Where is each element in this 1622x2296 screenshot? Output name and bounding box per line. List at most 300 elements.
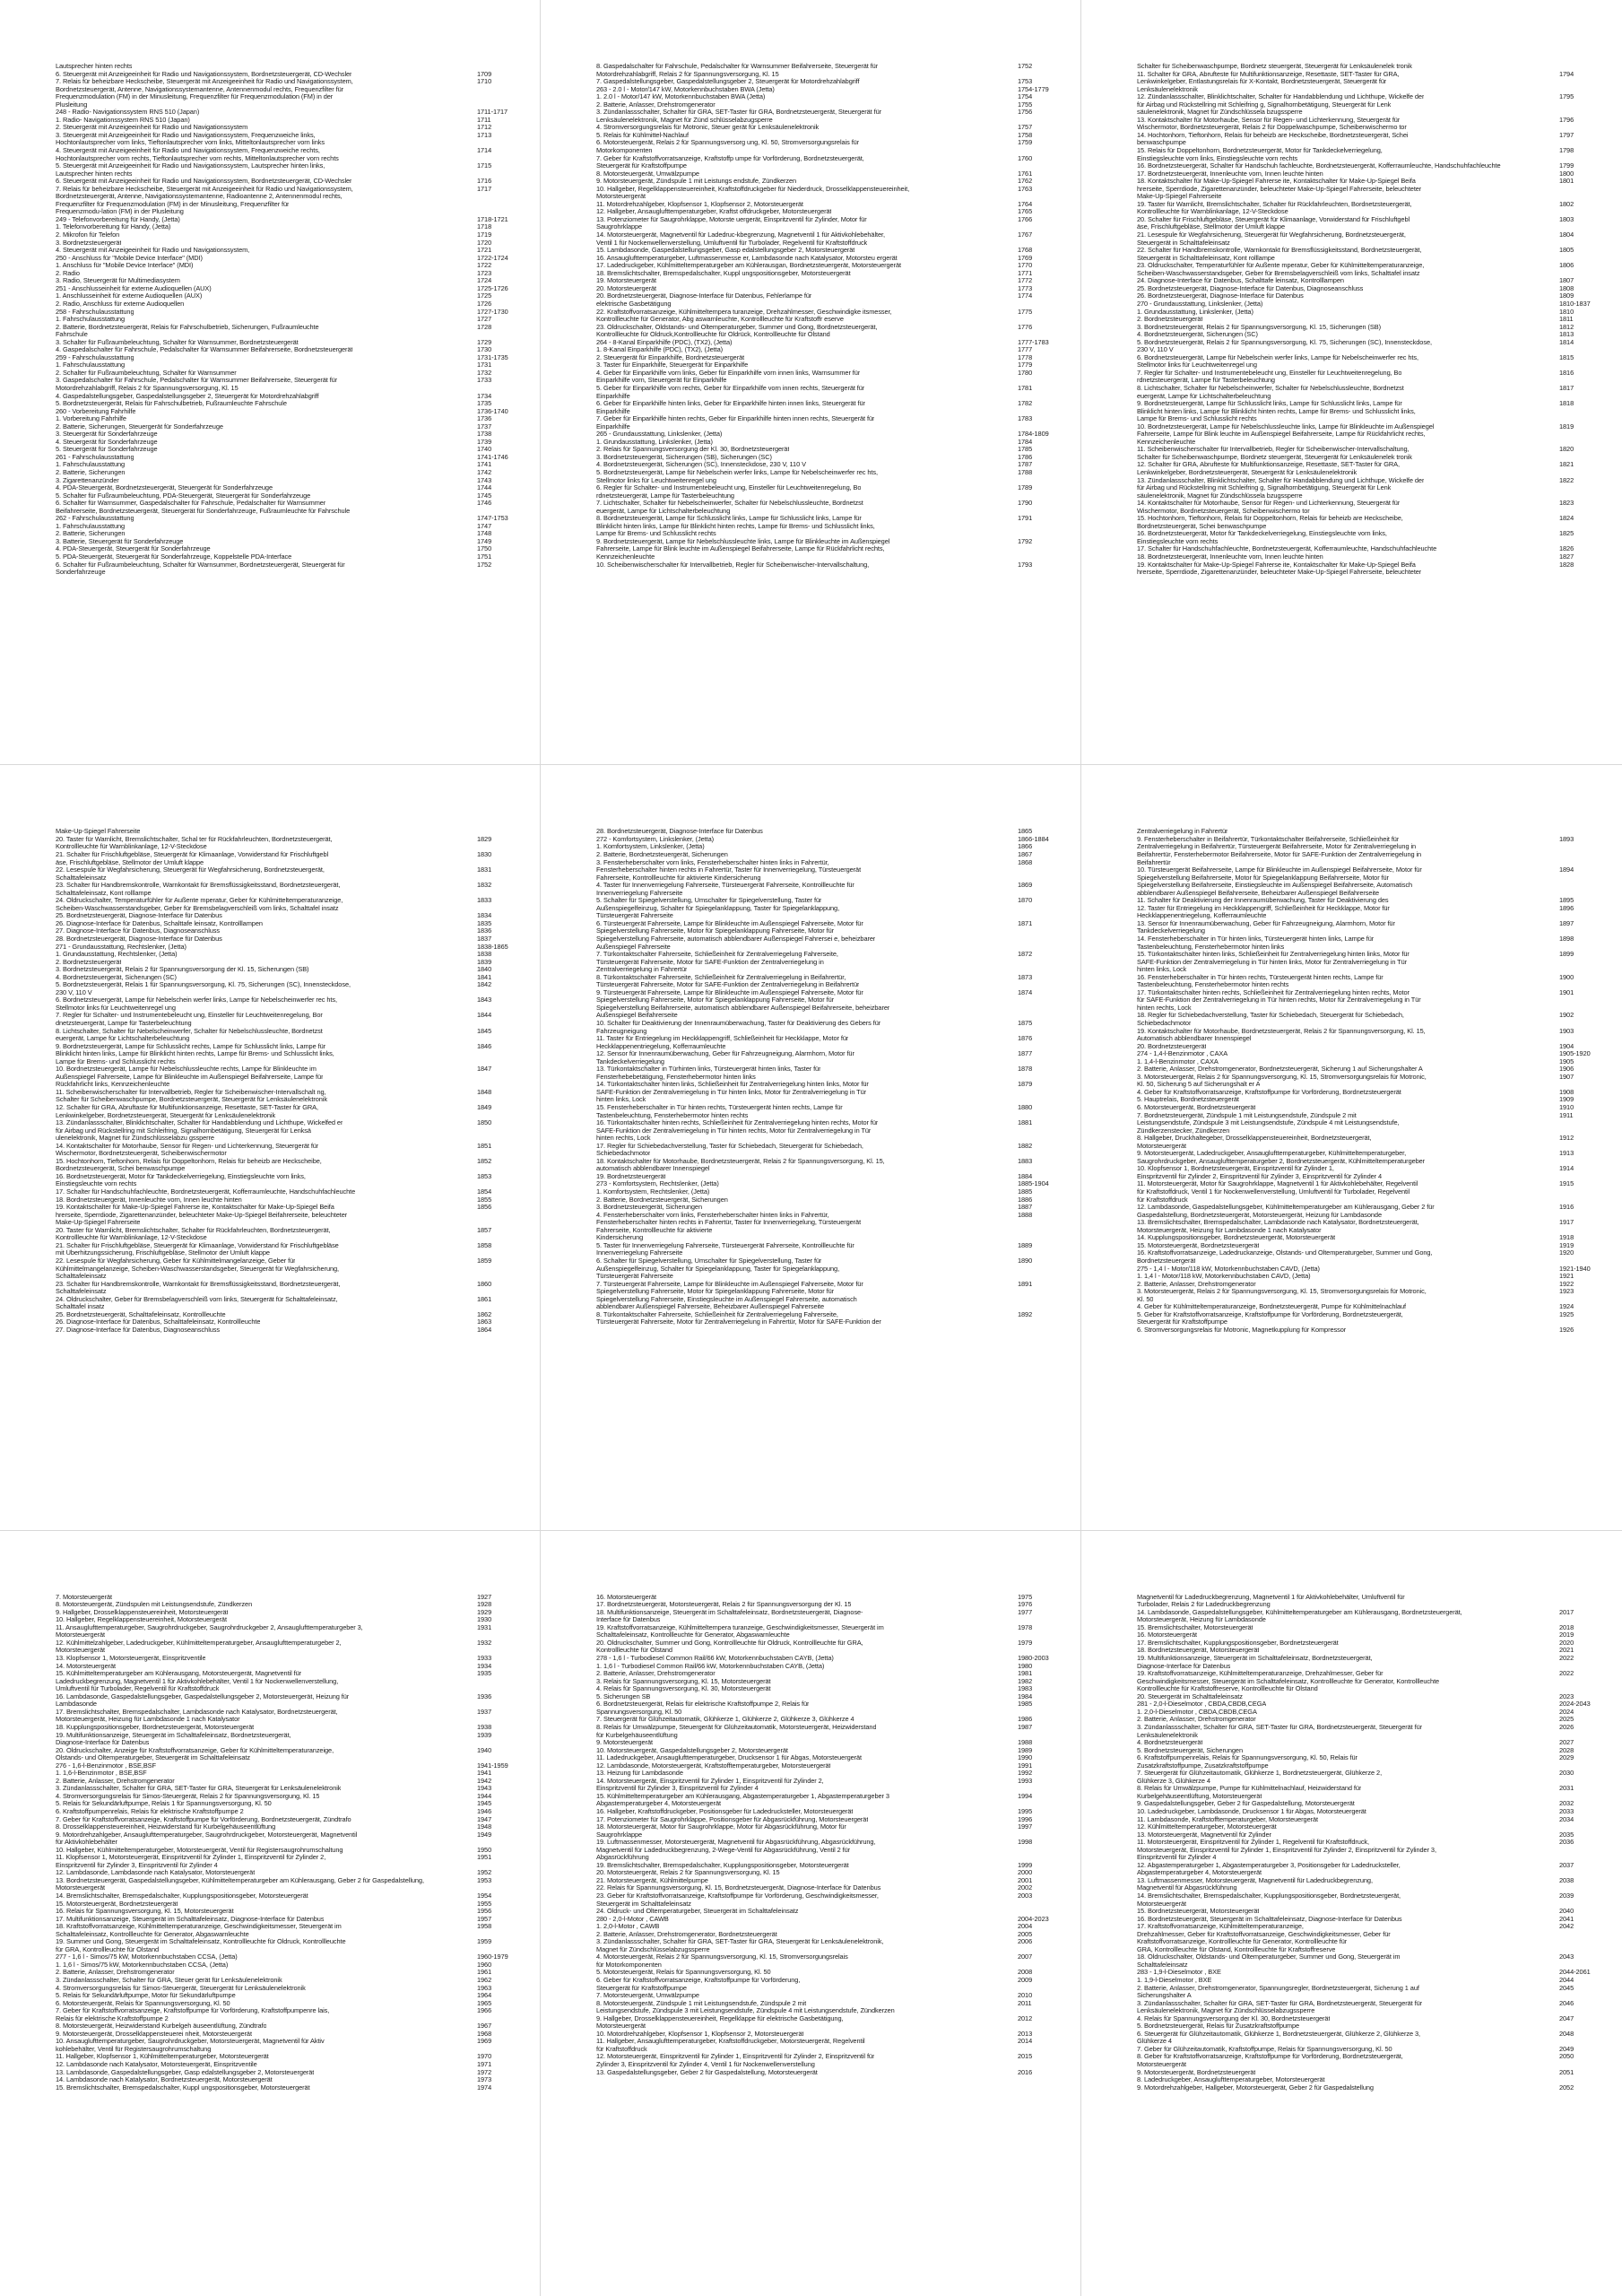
entry-text: 250 - Anschluss für "Mobile Device Interface" (MDI)	[56, 254, 203, 262]
index-entry	[56, 231, 518, 239]
entry-text: 2. Radio, Anschluss für externe Audioquellen	[56, 300, 185, 308]
entry-text: Hochtonlautsprecher vorn rechts, Tieftonlautsprecher vorn rechts, Mitteltonlautsprecher vorn rechts	[56, 154, 339, 162]
index-entry	[1137, 170, 1600, 178]
index-entry	[596, 484, 1059, 492]
entry-text: 15. Hochtonhorn, Tieftonhorn, Relais für Doppeltonhorn, Relais für beheizb are Heckscheibe,	[56, 1157, 322, 1165]
document-page	[541, 0, 1081, 765]
entry-text: 230 V, 110 V	[1137, 346, 1174, 354]
entry-page-number: 1893	[1559, 834, 1574, 843]
index-entry	[56, 86, 518, 94]
document-page	[0, 1531, 541, 2296]
entry-page-number: 1747-1753	[477, 514, 508, 523]
entry-page-number: 1915	[1559, 1179, 1574, 1188]
entry-text: 15. Fensterheberschalter in Tür hinten rechts, Türsteuergerät hinten rechts, Lampe für	[596, 1104, 843, 1112]
entry-page-number: 1827	[1559, 552, 1574, 561]
index-entry	[1137, 346, 1600, 354]
entry-text: 8. Drosselklappensteuereinheit, Heizwiderstand für Kurbelgehäuseentlüftung	[56, 1823, 276, 1831]
entry-page-number: 1993	[1018, 1776, 1033, 1785]
index-entry	[596, 935, 1059, 944]
entry-text: 1. Radio- Navigationssystem RNS 510 (Japan)	[56, 116, 190, 124]
entry-text: 5. Bordnetzsteuergerät, Relais 2 für Spannungsversorgung, Kl. 75, Sicherungen (SC), Innensteckdose,	[1137, 338, 1432, 346]
index-entry	[1137, 828, 1600, 836]
entry-text: 12. Sensor für Innenraumüberwachung, Geber für Fahrzeugneigung, Alarmhorn, Motor für	[596, 1050, 854, 1058]
entry-text: 251 - Anschlusseinheit für externe Audioquellen (AUX)	[56, 284, 212, 292]
index-entry	[56, 109, 518, 117]
entry-page-number: 1908	[1559, 1087, 1574, 1096]
entry-page-number: 1728	[477, 322, 492, 331]
index-entry	[596, 944, 1059, 952]
index-entry	[1137, 1043, 1600, 1051]
entry-text: abblendbarer Außenspiegel Beifahrerseite, Beheizbarer Außenspiegel Beifahrerseite	[1137, 889, 1380, 897]
entry-page-number: 1986	[1018, 1715, 1033, 1724]
index-entry	[1137, 1257, 1600, 1265]
index-entry	[56, 223, 518, 231]
index-entry	[1137, 1616, 1600, 1624]
index-entry	[56, 1219, 518, 1227]
entry-page-number: 1913	[1559, 1149, 1574, 1158]
index-entry	[596, 996, 1059, 1004]
entry-page-number: 1722	[477, 261, 492, 270]
index-entry	[1137, 1823, 1600, 1831]
entry-text: 8. Bordnetzsteuergerät, Lampe für Schlusslicht links, Lampe für Schlusslicht links, Lampe für	[596, 515, 862, 523]
entry-text: 1. Grundausstattung, Rechtslenker, (Jetta)	[56, 951, 178, 959]
entry-page-number: 1710	[477, 77, 492, 86]
index-entry	[596, 1770, 1059, 1778]
entry-text: Lenksäulenelektronik, Magnet für Zündschlüsselabzugssperre	[1137, 2007, 1315, 2015]
index-entry	[1137, 1785, 1600, 1793]
index-entry	[1137, 1900, 1600, 1909]
index-entry	[596, 346, 1059, 354]
entry-page-number: 1792	[1018, 536, 1033, 545]
entry-text: 17. Schalter für Handschuhfachleuchte, Bordnetzsteuergerät, Kofferraumleuchte, Handschuhfachleuchte	[56, 1188, 356, 1196]
entry-text: 9. Fensterheberschalter in Beifahrertür, Türkontaktschalter Beifahrerseite, Schließeinheit für	[1137, 835, 1400, 843]
index-entry	[56, 1992, 518, 2000]
entry-text: 3. Bordnetzsteuergerät, Sicherungen (SB), Sicherungen (SC)	[596, 453, 772, 461]
index-entry	[596, 239, 1059, 248]
index-entry	[1137, 1946, 1600, 1954]
entry-text: 7. Geber für Kraftstoffvorratsanzeige, Kraftstoffp umpe für Vorförderung, Bordnetzsteuergerät,	[596, 154, 864, 162]
index-entry	[596, 1631, 1059, 1639]
index-entry	[596, 1700, 1059, 1709]
entry-text: Saugrohrklappe	[596, 1831, 643, 1839]
entry-text: 5. PDA-Steuergerät, Steuergerät für Sonderfahrzeuge, Koppelstelle PDA-Interface	[56, 553, 292, 561]
entry-text: 9. Gaspedalstellungsgeber, Geber 2 für Gaspedalstellung, Motorsteuergerät	[1137, 1800, 1355, 1808]
entry-text: 18. Bordnetzsteuergerät, Innenleuchte vorn, Innen leuchte hinten	[56, 1196, 242, 1204]
index-entry	[1137, 500, 1600, 508]
entry-text: 8. Motorsteuergerät, Zündspule 1 mit Leistungsendstufe, Zündspule 2 mit	[596, 1999, 807, 2007]
entry-text: Kennzeichenleuchte	[596, 553, 655, 561]
entry-page-number: 1962	[477, 1976, 492, 1984]
entry-text: 3. Zündanlassschalter, Schalter für GRA, SET-Taster für GRA, Steuergerät für Lenksäulenelektronik	[56, 1785, 342, 1793]
entry-text: Geschwindigkeitsmesser, Steuergerät im Schalttafeleinsatz, Kontrollleuchte für Generator, Kontrollleuchte	[1137, 1677, 1440, 1685]
entry-page-number: 1959	[477, 1937, 492, 1946]
entry-page-number: 1963	[477, 1983, 492, 1992]
index-entry	[596, 1012, 1059, 1020]
entry-text: SAFE-Funktion der Zentralverriegelung in Tür hinten links, Motor für Zentralverriegelung in Tür	[1137, 958, 1408, 966]
entry-text: 3. Zündanlassschalter, Schalter für GRA, SET-Taster für GRA, Bordnetzsteuergerät, Steuergerät für	[1137, 1723, 1422, 1731]
entry-text: für Motorkomponenten	[596, 1961, 662, 1969]
entry-text: 1. Fahrschulausstattung	[56, 522, 126, 530]
index-entry	[1137, 285, 1600, 293]
document-page	[0, 765, 541, 1530]
entry-text: 12. Schalter für GRA, Abrufteste für Multifunktionsanzeige, Resettaste, SET-Taster für GRA,	[1137, 461, 1400, 469]
entry-text: 12. Lambdasonde nach Katalysator, Motorsteuergerät, Einspritzventile	[56, 2061, 257, 2069]
entry-text: 23. Öldruckschalter, Öldstands- und Öltemperaturgeber, Summer und Gong, Bordnetzsteuergerät,	[596, 323, 878, 331]
entry-text: Motorkomponenten	[596, 147, 653, 155]
entry-text: Motorsteuergerät	[56, 1647, 105, 1655]
index-entry	[56, 1800, 518, 1808]
index-entry	[596, 951, 1059, 959]
entry-page-number: 1752	[477, 560, 492, 569]
entry-page-number: 2024	[1559, 1707, 1574, 1716]
entry-text: 5. Steuergerät für Sonderfahrzeuge	[56, 446, 158, 454]
entry-text: Fahrerseite, Lampe für Blink leuchte im Außenspiegel Beifahrerseite, Lampe für Rückfahrlicht rechts,	[1137, 430, 1426, 439]
index-entry	[1137, 1074, 1600, 1082]
index-entry	[56, 292, 518, 300]
index-entry	[596, 515, 1059, 523]
entry-text: 18. Kraftstoffvorratsanzeige, Kühlmitteltemperaturanzeige, Geschwindigkeitsmesser, Steuergerät im	[56, 1923, 342, 1931]
entry-text: 2. Mikrofon für Telefon	[56, 231, 120, 239]
entry-text: 18. Bordnetzsteuergerät, Motorsteuergerät	[1137, 1647, 1260, 1655]
entry-page-number: 1941-1959	[477, 1761, 508, 1770]
entry-text: Lautsprecher hinten rechts	[56, 63, 133, 70]
index-entry	[596, 1747, 1059, 1755]
index-entry	[56, 1892, 518, 1900]
entry-page-number: 1714	[477, 146, 492, 155]
entry-page-number: 1711-1717	[477, 108, 508, 117]
entry-text: für Kraftstoffdruck, Ventil 1 für Nockenwellenverstellung, Umluftventil für Turbolader, Regelventil	[1137, 1188, 1410, 1196]
entry-text: säulenelektronik, Magnet für Zündschlüsselа bzugssperre	[1137, 491, 1303, 500]
entry-page-number: 2043	[1559, 1952, 1574, 1961]
entry-page-number: 1919	[1559, 1240, 1574, 1249]
entry-page-number: 1899	[1559, 950, 1574, 959]
index-entry	[596, 193, 1059, 201]
index-entry	[596, 2046, 1059, 2054]
entry-text: Bordnetzsteuergerät, Schei benwaschpumpe	[1137, 522, 1267, 530]
index-entry	[596, 139, 1059, 147]
index-entry	[1137, 109, 1600, 117]
entry-page-number: 1942	[477, 1776, 492, 1785]
entry-page-number: 1953	[477, 1875, 492, 1884]
entry-page-number: 1925	[1559, 1309, 1574, 1318]
entry-text: Motorsteuergerät	[1137, 1900, 1186, 1908]
entry-page-number: 1950	[477, 1845, 492, 1854]
entry-page-number: 1836	[477, 926, 492, 935]
entry-text: 2. Batterie, Anlasser, Drehstromgenerator, Bordnetzsteuergerät, Sicherung 1 auf Sicherungshalter A	[1137, 1065, 1423, 1074]
entry-text: 19. Kraftstoffvorratsanzeige, Kühlmitteltempera turanzeige, Geschwindigkeitsmesser, Steuergerät im	[596, 1623, 884, 1631]
entry-page-number: 1752	[1018, 62, 1033, 70]
index-entry	[1137, 132, 1600, 140]
entry-text: 12. Lambdasonde, Lambdasonde nach Katalysator, Motorsteuergerät	[56, 1869, 256, 1877]
entry-page-number: 1872	[1018, 950, 1033, 959]
entry-text: Einspritzventil für Zylinder 4	[1137, 1854, 1217, 1862]
entry-text: Zündkerzenstecker, Zündkerzen	[1137, 1126, 1230, 1135]
entry-text: 9. Motordrehzahlgeber, Ansauglufttemperaturgeber, Saugrohrdruckgeber, Motorsteuergerät, Magnetventil	[56, 1831, 358, 1839]
entry-text: Saugrohrklappe	[596, 223, 643, 231]
entry-text: 6. Türsteuergerät Fahrerseite, Lampe für Blinkleuchte im Außenspiegel Fahrerseite, Motor für	[596, 919, 863, 927]
entry-text: 2. Batterie, Anlasser, Drehstromgenerator	[1137, 1716, 1256, 1724]
entry-text: Diagnose-Interface für Datenbus	[56, 1739, 150, 1747]
entry-text: 28. Bordnetzsteuergerät, Diagnose-Interface für Datenbus	[596, 828, 763, 836]
entry-text: 5. Bordnetzsteuergerät, Sicherungen	[1137, 1746, 1243, 1754]
entry-page-number: 1916	[1559, 1203, 1574, 1212]
entry-text: 10. Klopfsensor 1, Bordnetzsteuergerät, Einspritzventil für Zylinder 1,	[1137, 1165, 1334, 1173]
index-entry	[1137, 1219, 1600, 1227]
entry-page-number: 1902	[1559, 1011, 1574, 1020]
entry-text: 5. Schalter für Spiegelverstellung, Umschalter für Spiegelverstellung, Taster für	[596, 897, 822, 905]
entry-text: 20. Motorsteuergerät	[596, 284, 657, 292]
index-entry	[1137, 897, 1600, 905]
index-entry	[1137, 2015, 1600, 2023]
index-entry	[56, 2061, 518, 2069]
index-entry	[1137, 882, 1600, 890]
index-entry	[56, 530, 518, 538]
document-page	[0, 0, 541, 765]
entry-text: 5. Motorsteuergerät, Relais für Spannungsversorgung, Kl. 50	[596, 1969, 771, 1977]
entry-text: 2. Batterie, Sicherungen, Steuergerät für Sonderfahrzeuge	[56, 422, 223, 430]
entry-page-number: 2039	[1559, 1891, 1574, 1900]
entry-text: 13. Bremslichtschalter, Bremspedalschalter, Lambdasonde nach Katalysator, Bordnetzsteuergerät,	[1137, 1219, 1419, 1227]
index-entry	[56, 1089, 518, 1097]
index-entry	[596, 1249, 1059, 1257]
index-entry	[1137, 193, 1600, 201]
entry-text: Türsteuergerät Fahrerseite, Motor für SAFE-Funktion der Zentralverriegelung in	[596, 958, 824, 966]
entry-text: SAFE-Funktion der Zentralverriegelung in Tür hinten links, Motor für Zentralverriegelung in Tür	[596, 1088, 867, 1096]
entry-text: 3. Bordnetzsteuergerät, Relais 2 für Spannungsversorgung, Kl. 15, Sicherungen (SB)	[1137, 323, 1381, 331]
index-entry	[596, 1058, 1059, 1066]
index-entry	[56, 201, 518, 209]
entry-text: Abgasrückführung	[596, 1854, 649, 1862]
entry-text: SAFE-Funktion der Zentralverriegelung in Tür hinten rechts, Motor für Zentralverriegelung in Tür	[596, 1126, 872, 1135]
index-entry	[1137, 561, 1600, 570]
index-entry	[1137, 1808, 1600, 1816]
index-entry	[1137, 2000, 1600, 2008]
entry-page-number: 1823	[1559, 499, 1574, 508]
entry-text: Gaspedalstellung, Bordnetzsteuergerät, Motorsteuergerät, Heizung für Lambdasonde	[1137, 1211, 1382, 1219]
entry-page-number: 2052	[1559, 2083, 1574, 2092]
index-entry	[56, 63, 518, 71]
index-entry	[596, 530, 1059, 538]
entry-page-number: 2036	[1559, 1838, 1574, 1847]
entry-text: 265 - Grundausstattung, Linkslenker, (Jetta)	[596, 430, 723, 439]
index-entry	[596, 1938, 1059, 1946]
index-entry	[56, 1303, 518, 1311]
entry-text: Magnetventil für Ladedruckbegrenzung, Magnetventil 1 für Aktivkohlebehälter, Umluftventil für	[1137, 1593, 1405, 1601]
entry-text: Lenksäulenelektronik	[1137, 1731, 1198, 1739]
entry-text: 10. Bordnetzsteuergerät, Lampe für Nebelschlussleuchte links, Lampe für Blinkleuchte im Außenspiegel	[1137, 422, 1435, 430]
index-entry	[1137, 2069, 1600, 2077]
entry-text: Drehzahlmesser, Geber für Kraftstoffvorratsanzeige, Geschwindigkeitsmesser, Geber für	[1137, 1930, 1391, 1938]
entry-text: Bordnetzsteuergerät, Antenne, Navigationssystemantenne, Radioantenne 2, Antennenmodul rechts,	[56, 193, 343, 201]
entry-text: Einstiegsleuchte vorn rechts	[56, 1180, 137, 1188]
index-entry	[56, 178, 518, 186]
entry-page-number: 1808	[1559, 283, 1574, 292]
entry-page-number: 1882	[1018, 1141, 1033, 1150]
entry-text: Spannungsversorgung, Kl. 50	[596, 1708, 682, 1716]
entry-page-number: 1971	[477, 2060, 492, 2069]
index-entry	[1137, 1923, 1600, 1931]
entry-text: rdnetzsteuergerät, Lampe für Tasterbeleuchtung	[1137, 377, 1275, 385]
entry-page-number: 1897	[1559, 918, 1574, 927]
index-entry	[596, 2031, 1059, 2039]
index-entry	[1137, 461, 1600, 469]
entry-page-number: 2018	[1559, 1622, 1574, 1631]
index-entry	[1137, 63, 1600, 71]
index-entry	[1137, 1693, 1600, 1701]
entry-text: 1. 1,6 l - Simos/75 kW, Motorkennbuchstaben CCSA, (Jetta)	[56, 1961, 229, 1969]
entry-text: 1. Fahrschulausstattung	[56, 361, 126, 370]
entry-text: 25. Bordnetzsteuergerät, Schalttafeleinsatz, Kontrollleuchte	[56, 1310, 226, 1318]
index-entry	[596, 1946, 1059, 1954]
entry-page-number: 1965	[477, 1998, 492, 2007]
entry-page-number: 1794	[1559, 69, 1574, 78]
entry-page-number: 1804	[1559, 230, 1574, 239]
entry-page-number: 2022	[1559, 1654, 1574, 1663]
entry-text: Schalttafeleinsatz	[56, 1288, 107, 1296]
entry-page-number: 1830	[477, 849, 492, 858]
entry-text: 260 - Vorbereitung Fahrhilfe	[56, 407, 136, 415]
entry-text: Motorsteuergerät, Heizung für Lambdasonde 1 nach Katalysator	[56, 1716, 240, 1724]
entry-text: hrerseite, Sperrdiode, Zigarettenanzünder, beleuchteter Make-Up-Spiegel Beifahrerseite, beleuchteter	[56, 1211, 348, 1219]
entry-text: 15. Kühlmitteltemperaturgeber am Kühlerausgang, Abgastemperaturgeber 1, Abgastemperaturgeber 3	[596, 1792, 889, 1800]
index-entry	[1137, 1165, 1600, 1173]
index-entry	[1137, 1953, 1600, 1961]
entry-page-number: 1906	[1559, 1065, 1574, 1074]
entry-text: 259 - Fahrschulausstattung	[56, 353, 134, 361]
entry-text: 13. Luftmassenmesser, Motorsteuergerät, Magnetventil für Ladedruckbegrenzung,	[1137, 1876, 1373, 1884]
entry-page-number: 1744	[477, 483, 492, 492]
entry-text: 1. Komfortsystem, Linkslenker, (Jetta)	[596, 843, 705, 851]
entry-page-number: 2014	[1018, 2037, 1033, 2046]
entry-page-number: 1898	[1559, 934, 1574, 943]
entry-page-number: 2019	[1559, 1631, 1574, 1639]
index-entry	[1137, 354, 1600, 362]
entry-text: 21. Schalter für Frischluftgebläse, Steuergerät für Klimaanlage, Vorwiderstand für Frischluftgebl	[56, 850, 329, 858]
entry-page-number: 1781	[1018, 383, 1033, 392]
entry-page-number: 1788	[1018, 467, 1033, 476]
index-entry	[1137, 1227, 1600, 1235]
entry-text: 1. Fahrschulausstattung	[56, 316, 126, 324]
entry-text: Umluftventil für Turbolader, Regelventil für Kraftstoffdruck	[56, 1685, 220, 1693]
index-entry	[596, 2061, 1059, 2069]
entry-text: Außenspiegelfeinzug, Schalter für Spiegelanklappung, Taster für Spiegelanklappung,	[596, 904, 840, 912]
index-entry	[596, 71, 1059, 79]
index-entry	[56, 500, 518, 508]
entry-page-number: 1764	[1018, 199, 1033, 208]
index-entry	[596, 1800, 1059, 1808]
entry-text: Einspritzventil für Zylinder 3, Einspritzventil für Zylinder 4	[596, 1785, 759, 1793]
index-entry	[1137, 1778, 1600, 1786]
index-entry	[596, 1158, 1059, 1166]
index-entry	[56, 393, 518, 401]
index-entry	[596, 500, 1059, 508]
entry-text: 19. Bordnetzsteuergerät	[596, 1172, 666, 1180]
index-entry	[56, 1601, 518, 1609]
entry-page-number: 2048	[1559, 2029, 1574, 2038]
entry-text: 9. Motorsteuergerät	[596, 1739, 653, 1747]
entry-text: 4. Bordnetzsteuergerät, Sicherungen (SC)	[1137, 331, 1258, 339]
index-entry	[1137, 1081, 1600, 1089]
index-entry	[1137, 523, 1600, 531]
entry-text: Zentralverriegelung in Beifahrertür, Türsteuergerät Beifahrerseite, Motor für Zentralverriegelung in	[1137, 843, 1417, 851]
index-entry	[596, 469, 1059, 477]
entry-page-number: 1723	[477, 268, 492, 277]
entry-text: Einspritzventil für Zylinder 2, Einspritzventil für Zylinder 3, Einspritzventil für Zylinder 4	[1137, 1172, 1383, 1180]
index-entry	[1137, 415, 1600, 423]
entry-text: 8. Geber für Kraftstoffvorratsanzeige, Kraftstoffpumpe für Vorförderung, Bordnetzsteuergerät,	[1137, 2053, 1403, 2061]
index-entry	[1137, 959, 1600, 967]
index-entry	[596, 1732, 1059, 1740]
entry-text: 16. Ansauglufttemperaturgeber, Luftmassenmesse er, Lambdasonde nach Katalysator, Motorsteu ergerät	[596, 254, 898, 262]
entry-text: Lenkwinkelgeber, Entlastungsrelais für X-Kontakt, Bordnetzsteuergerät, Steuergerät für	[1137, 78, 1387, 86]
entry-text: Tankdeckelverriegelung	[1137, 927, 1205, 935]
entry-page-number: 1868	[1018, 857, 1033, 866]
index-entry	[1137, 1173, 1600, 1181]
index-entry	[596, 508, 1059, 516]
index-entry	[596, 1212, 1059, 1220]
index-entry	[56, 1204, 518, 1212]
index-entry	[56, 836, 518, 844]
entry-text: 23. Öldruckschalter, Temperaturfühler für Außente mperatur, Geber für Kühlmitteltemperaturanzeige,	[1137, 262, 1425, 270]
index-entry	[56, 1074, 518, 1082]
index-entry	[1137, 361, 1600, 370]
index-entry	[56, 1808, 518, 1816]
entry-text: 22. Kraftstoffvorratsanzeige, Kühlmitteltempera turanzeige, Drehzahlmesser, Geschwindigke itsmesser,	[596, 308, 892, 316]
entry-page-number: 1760	[1018, 153, 1033, 162]
entry-page-number: 1840	[477, 965, 492, 974]
index-entry	[1137, 1931, 1600, 1939]
entry-page-number: 1956	[477, 1907, 492, 1916]
index-entry	[56, 1862, 518, 1870]
index-entry	[56, 277, 518, 285]
entry-text: 6. Bordnetzsteuergerät, Lampe für Nebelschein werfer links, Lampe für Nebelscheinwerfer rec hts,	[56, 996, 337, 1004]
index-entry	[596, 1050, 1059, 1058]
index-entry	[1137, 1709, 1600, 1717]
entry-text: Schalter für Scheibenwaschpumpe, Bordnetz steuergerät, Steuergerät für Lenksäulenelek tronik	[1137, 453, 1412, 461]
entry-text: 2. Radio	[56, 269, 80, 277]
index-entry	[596, 109, 1059, 117]
entry-text: 4. Steuergerät für Sonderfahrzeuge	[56, 438, 158, 446]
entry-page-number: 1888	[1018, 1210, 1033, 1219]
index-entry	[56, 866, 518, 874]
entry-text: Kl. 50, Sicherung 5 auf Sicherungshalt er A	[1137, 1081, 1261, 1089]
index-entry	[1137, 201, 1600, 209]
index-entry	[56, 1173, 518, 1181]
entry-page-number: 1715	[477, 161, 492, 170]
entry-page-number: 1933	[477, 1654, 492, 1663]
entry-page-number: 2044	[1559, 1976, 1574, 1984]
index-entry	[56, 1212, 518, 1220]
entry-text: 7. Relais für beheizbare Heckscheibe, Steuergerät mit Anzeigeeinheit für Radio und Navigationssystem,	[56, 78, 353, 86]
entry-page-number: 2028	[1559, 1745, 1574, 1754]
entry-text: Kontrollleuchte für Warnblinkanlage, 12-V-Steckdose	[56, 843, 207, 851]
entry-text: 3. Bordnetzsteuergerät, Sicherungen	[596, 1204, 702, 1212]
entry-text: Schalttafeleinsatz, Kontrollleuchte für Generator, Abgaswarnleuchte	[596, 1631, 790, 1639]
index-entry	[596, 1778, 1059, 1786]
entry-page-number: 1880	[1018, 1103, 1033, 1112]
entry-page-number: 1983	[1018, 1684, 1033, 1693]
index-entry	[596, 1594, 1059, 1602]
entry-page-number: 1722-1724	[477, 253, 508, 262]
entry-page-number: 2038	[1559, 1875, 1574, 1884]
entry-page-number: 1937	[477, 1707, 492, 1716]
index-entry	[596, 1204, 1059, 1212]
entry-text: säulenelektronik, Magnet für Zündschlüsselа bzugssperre	[1137, 109, 1303, 117]
entry-page-number: 1845	[477, 1026, 492, 1035]
entry-page-number: 1961	[477, 1968, 492, 1977]
entry-page-number: 1848	[477, 1087, 492, 1096]
index-entry	[596, 1877, 1059, 1885]
